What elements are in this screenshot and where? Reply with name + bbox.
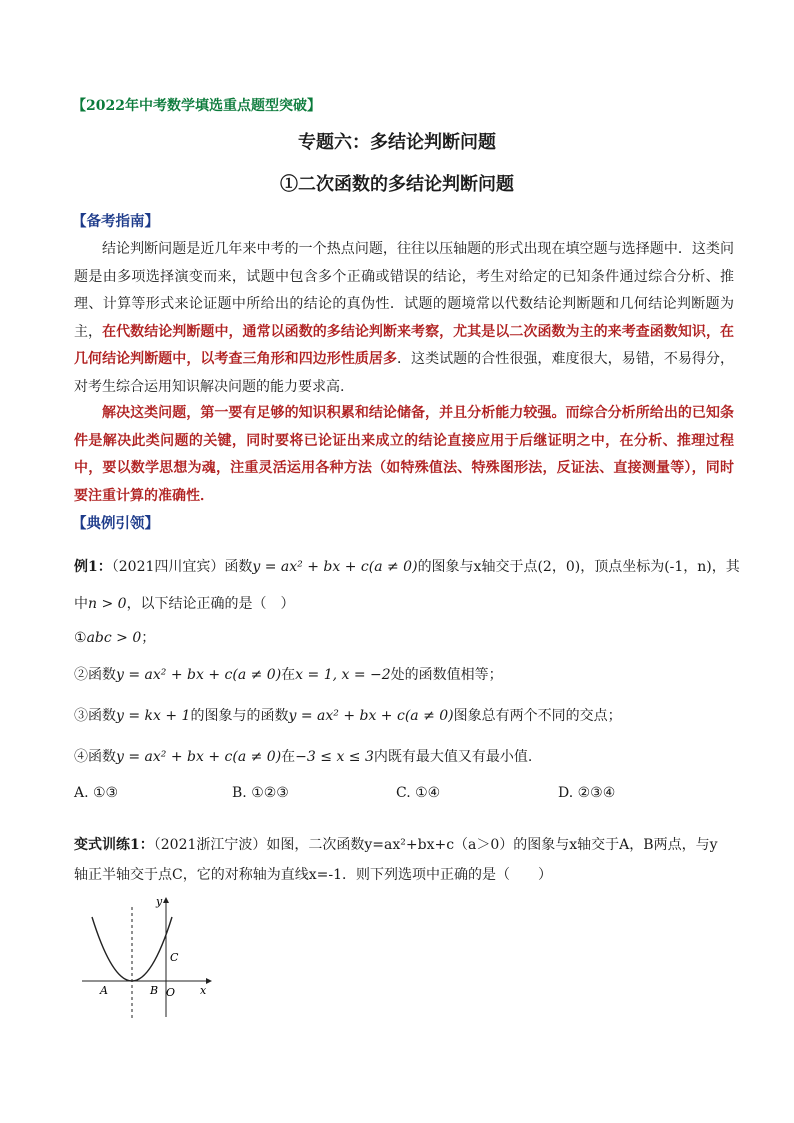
variant-label: 变式训练1：: [74, 837, 154, 853]
point-c-label: C: [170, 951, 179, 964]
statement-2-mid: 在: [281, 667, 296, 683]
examples-heading: 【典例引领】: [72, 515, 159, 532]
statement-4-tail: 内既有最大值又有最小值.: [373, 749, 533, 765]
statement-2-num: ②函数: [74, 667, 116, 683]
guide-text-a: 结论判断问题是近几年来中考的一个热点问题，往往以压轴题的形式出现在填空题与选择题中．这类问题是由多项选择演变而来，试题中包含多个正确或错误的结论，考生对给定的已知条件通过综合分析、推理、计算等形式来论证题中所给出的结论的真伪性．试题的题境常以代数结论判断题和几何结论判断题为主，: [74, 241, 734, 340]
statement-2-tail: 处的函数值相等；: [390, 667, 503, 683]
example-1-line-2: [74, 593, 295, 613]
example-1-condition: n > 0: [88, 596, 127, 612]
statement-3: [74, 705, 622, 725]
point-a-label: A: [100, 984, 108, 997]
series-tag: 【2022年中考数学填选重点题型突破】: [72, 98, 321, 114]
statement-2-math: y = ax² + bx + c(a ≠ 0): [116, 667, 282, 683]
statement-3-tail: 图象总有两个不同的交点；: [453, 708, 622, 724]
statement-4: [74, 746, 532, 766]
guide-highlight: 在代数结论判断题中，通常以函数的多结论判断来考察，尤其是以二次函数为主的来考查函数知识，在几何结论判断题中，以考查三角形和四边形性质居多: [74, 323, 735, 367]
variant-text-a: （2021浙江宁波）如图，二次函数y=ax²+bx+c（a＞0）的图象与x轴交于A，B两点，与y: [153, 837, 718, 853]
guide-heading: 【备考指南】: [72, 213, 159, 230]
statement-1-math: abc > 0: [86, 630, 142, 646]
y-label: y: [156, 895, 163, 908]
statement-4-num: ④函数: [74, 749, 116, 765]
statement-4-math2: −3 ≤ x ≤ 3: [295, 749, 374, 765]
statement-1: [74, 627, 155, 647]
statement-3-mid: 的图象与的函数: [190, 708, 289, 724]
example-1-question: ，以下结论正确的是（ ）: [126, 596, 295, 612]
page-title: 专题六：多结论判断问题: [298, 132, 496, 153]
guide-paragraph-2: 解决这类问题，第一要有足够的知识积累和结论储备，并且分析能力较强。而综合分析所给出的已知条件是解决此类问题的关键，同时要将已论证出来成立的结论直接应用于后继证明之中，在分析、推理过程中，要以数学思想为魂，注重灵活运用各种方法（如特殊值法、特殊图形法，反证法、直接测量等），同时要注重计算的准确性．: [74, 405, 734, 504]
x-label: x: [200, 984, 207, 997]
statement-2-math2: x = 1, x = −2: [295, 667, 391, 683]
statement-1-tail: ；: [141, 630, 156, 646]
y-axis-arrow: [163, 897, 169, 903]
statement-1-num: ①: [74, 630, 87, 646]
statement-3-math2: y = ax² + bx + c(a ≠ 0): [288, 708, 454, 724]
x-axis-arrow: [206, 978, 212, 984]
statement-3-math: y = kx + 1: [116, 708, 191, 724]
example-1-text: 的图象与x轴交于点(2，0)，顶点坐标为(-1，n)，其: [417, 559, 740, 575]
point-b-label: B: [150, 984, 159, 997]
statement-4-math: y = ax² + bx + c(a ≠ 0): [116, 749, 282, 765]
example-1-function: y = ax² + bx + c(a ≠ 0): [252, 559, 418, 575]
variant-line-2: 轴正半轴交于点C，它的对称轴为直线x=-1．则下列选项中正确的是（ ）: [74, 867, 552, 883]
statement-2: [74, 664, 503, 684]
example-1-text-b: 中: [74, 596, 88, 612]
statement-3-num: ③函数: [74, 708, 116, 724]
guide-paragraph-1: [74, 236, 734, 401]
statement-4-mid: 在: [281, 749, 296, 765]
variant-line-1: [74, 834, 718, 854]
option-b[interactable]: B. ①②③: [232, 785, 289, 801]
guide-text-b: ．这类试题的合性很强，难度很大，易错，不易得分，对考生综合运用知识解决问题的能力要求高.: [74, 351, 734, 395]
option-a[interactable]: A. ①③: [74, 785, 119, 801]
example-1-line-1: [74, 556, 740, 576]
example-1-label: 例1：: [74, 559, 112, 575]
example-1-source: （2021四川宜宾）函数: [111, 559, 253, 575]
page-subtitle: ①二次函数的多结论判断问题: [280, 174, 514, 195]
parabola-figure: [78, 895, 218, 1025]
option-c[interactable]: C. ①④: [396, 785, 441, 801]
option-d[interactable]: D. ②③④: [558, 785, 616, 801]
origin-label: O: [166, 986, 176, 999]
